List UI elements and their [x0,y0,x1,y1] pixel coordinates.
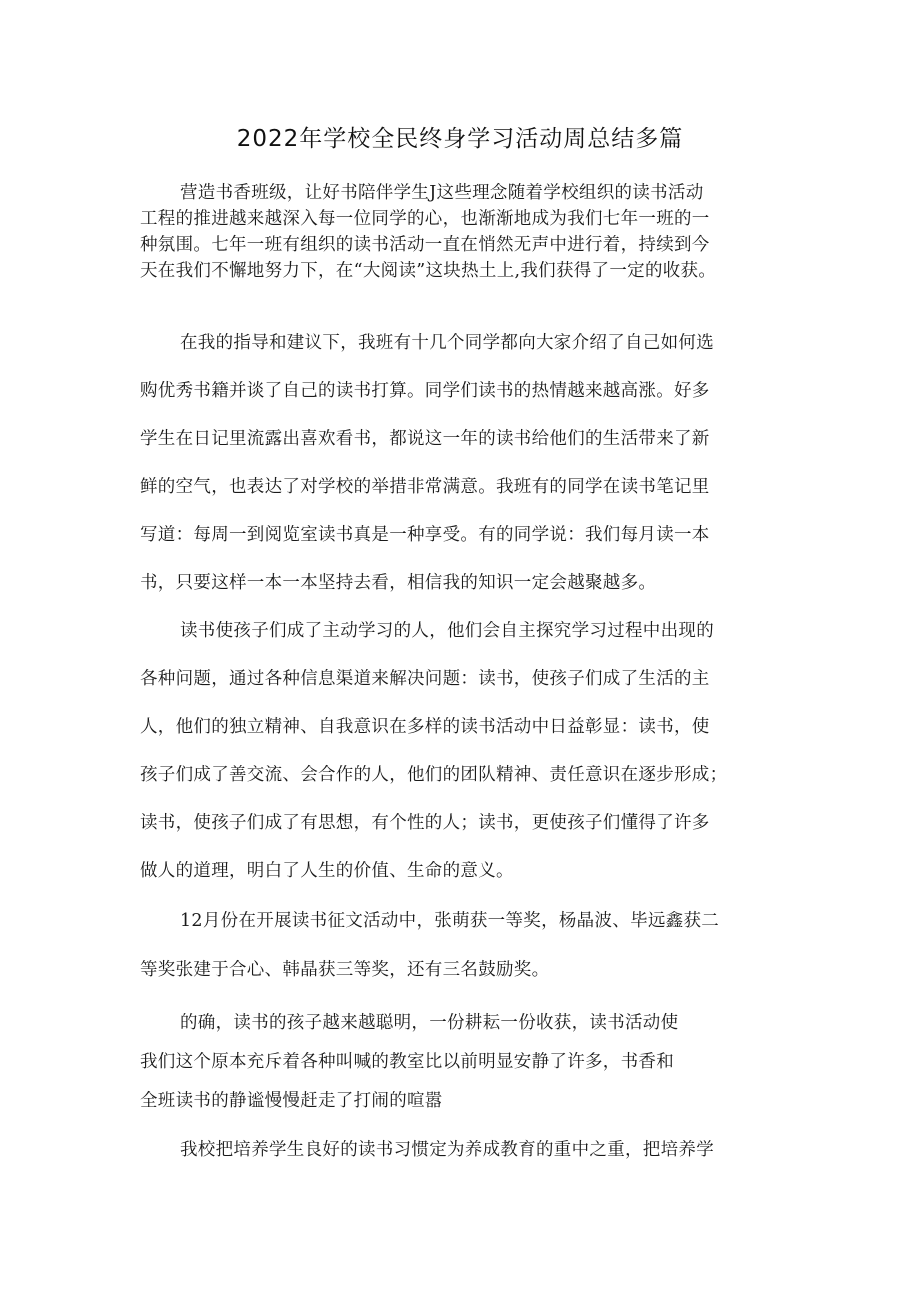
paragraph-5-line-2: 我们这个原本充斥着各种叫喊的教室比以前明显安静了许多，书香和 [140,1052,674,1072]
paragraph-3-line-1: 读书使孩子们成了主动学习的人，他们会自主探究学习过程中出现的 [180,621,714,641]
paragraph-2-line-1: 在我的指导和建议下，我班有十几个同学都向大家介绍了自己如何选 [180,333,714,353]
paragraph-3-line-3: 人，他们的独立精神、自我意识在多样的读书活动中日益彰显：读书，使 [140,717,710,737]
paragraph-4-line-2: 等奖张建于合心、韩晶获三等奖，还有三名鼓励奖。 [140,960,550,980]
paragraph-2-line-5: 写道：每周一到阅览室读书真是一种享受。有的同学说：我们每月读一本 [140,525,710,545]
paragraph-3-line-6: 做人的道理，明白了人生的价值、生命的意义。 [140,861,514,881]
paragraph-5-line-1: 的确，读书的孩子越来越聪明，一份耕耘一份收获，读书活动使 [180,1013,679,1033]
paragraph-3-line-2: 各种问题，通过各种信息渠道来解决问题：读书，使孩子们成了生活的主 [140,669,710,689]
paragraph-1-line-4: 天在我们不懈地努力下，在“大阅读”这块热土上,我们获得了一定的收获。 [140,261,717,281]
paragraph-2-line-3: 学生在日记里流露出喜欢看书，都说这一年的读书给他们的生活带来了新 [140,429,710,449]
paragraph-2-line-4: 鲜的空气，也表达了对学校的举措非常满意。我班有的同学在读书笔记里 [140,477,710,497]
paragraph-1-line-1: 营造书香班级，让好书陪伴学生J这些理念随着学校组织的读书活动 [180,183,704,203]
paragraph-3-line-4: 孩子们成了善交流、会合作的人，他们的团队精神、责任意识在逐步形成； [140,765,728,785]
paragraph-1-line-2: 工程的推进越来越深入每一位同学的心，也渐渐地成为我们七年一班的一 [140,209,710,229]
paragraph-1-line-3: 种氛围。七年一班有组织的读书活动一直在悄然无声中进行着，持续到今 [140,235,710,255]
paragraph-5-line-3: 全班读书的静谧慢慢赶走了打闹的喧嚣 [140,1091,443,1111]
paragraph-2-line-2: 购优秀书籍并谈了自己的读书打算。同学们读书的热情越来越高涨。好多 [140,381,710,401]
paragraph-6-line-1: 我校把培养学生良好的读书习惯定为养成教育的重中之重，把培养学 [180,1140,714,1160]
document-title: 2022年学校全民终身学习活动周总结多篇 [236,126,684,152]
paragraph-3-line-5: 读书，使孩子们成了有思想，有个性的人；读书，更使孩子们懂得了许多 [140,813,710,833]
paragraph-4-line-1: 12月份在开展读书征文活动中，张萌获一等奖，杨晶波、毕远鑫获二 [180,911,720,931]
paragraph-2-line-6: 书，只要这样一本一本坚持去看，相信我的知识一定会越聚越多。 [140,573,657,593]
